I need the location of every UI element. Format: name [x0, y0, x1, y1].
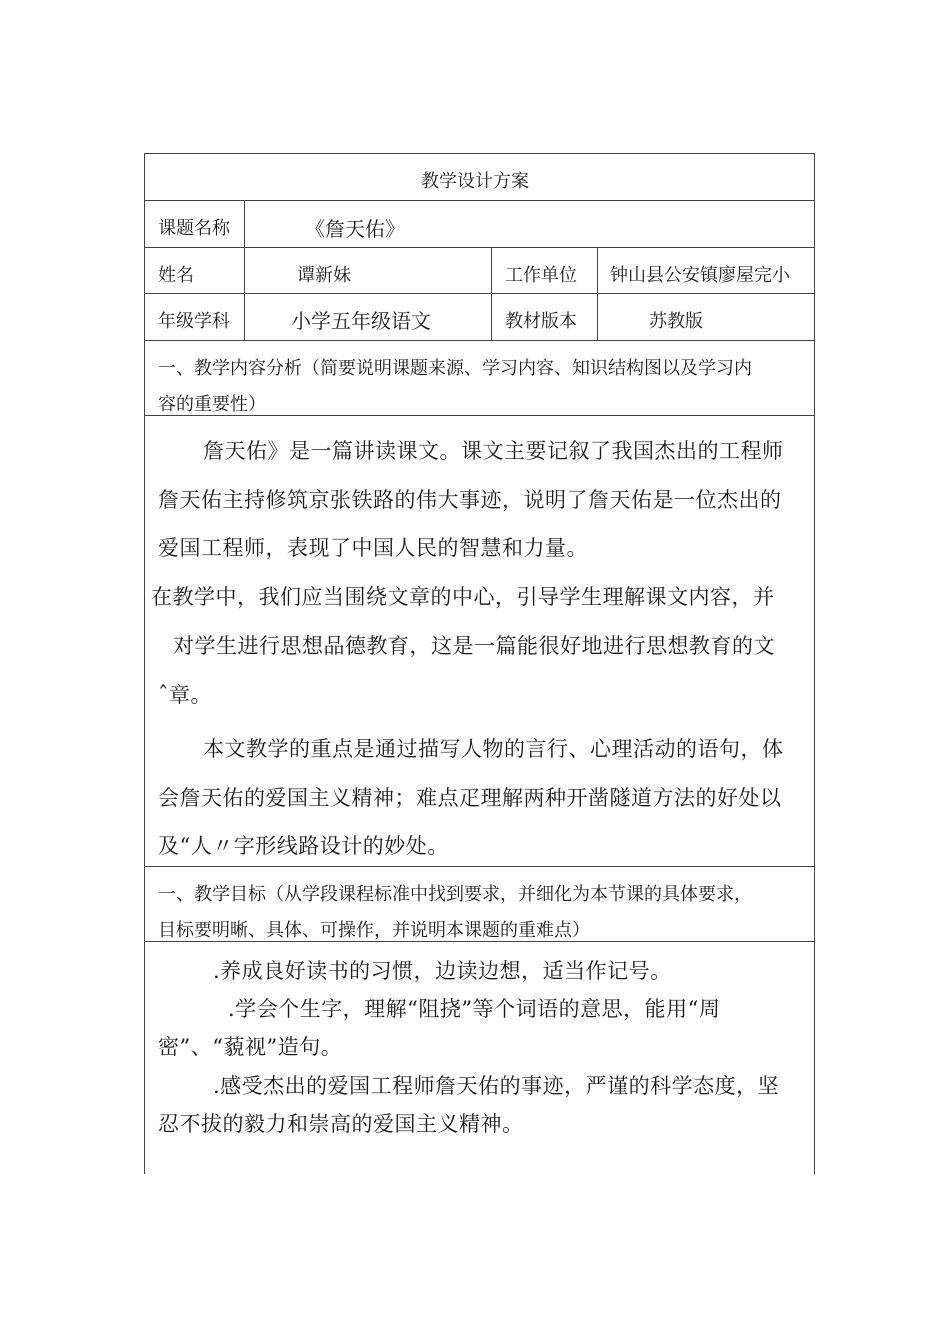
goal-item-cont: 密”、“藐视”造句。 — [158, 1035, 343, 1059]
page-title: 教学设计方案 — [421, 171, 529, 192]
section2-heading-cont: 目标要明晰、具体、可操作，并说明本课题的重难点） — [158, 920, 590, 941]
unit-label: 工作单位 — [505, 265, 577, 286]
paragraph-line: 在教学中，我们应当围绕文章的中心，引导学生理解课文内容，并 — [151, 585, 775, 609]
section1-heading-cont: 容的重要性） — [158, 394, 266, 415]
paragraph-line: ˆ章。 — [158, 683, 212, 707]
table-rule — [491, 247, 492, 340]
goal-item: .感受杰出的爱国工程师詹天佑的事迹，严谨的科学态度，坚 — [213, 1074, 780, 1098]
paragraph-line: 詹天佑》是一篇讲读课文。课文主要记叙了我国杰出的工程师 — [203, 439, 784, 463]
paragraph-line: 对学生进行思想品德教育，这是一篇能很好地进行思想教育的文 — [173, 634, 775, 658]
table-rule — [244, 200, 245, 340]
paragraph-line: 爱国工程师，表现了中国人民的智慧和力量。 — [158, 536, 588, 560]
paragraph-line: 詹天佑主持修筑京张铁路的伟大事迹，说明了詹天佑是一位杰出的 — [158, 488, 782, 512]
paragraph-line: 本文教学的重点是通过描写人物的言行、心理活动的语句，体 — [203, 737, 784, 761]
unit-value: 钟山县公安镇廖屋完小 — [610, 265, 790, 286]
edition-value: 苏教版 — [649, 311, 703, 332]
goal-item: .学会个生字，理解“阻挠”等个词语的意思，能用“周 — [228, 997, 721, 1021]
table-rule — [144, 866, 814, 867]
topic-label: 课题名称 — [158, 218, 230, 239]
table-rule — [144, 340, 814, 341]
topic-value: 《詹天佑》 — [305, 217, 405, 241]
section1-heading: 一、教学内容分析（简要说明课题来源、学习内容、知识结构图以及学习内 — [158, 358, 752, 379]
section2-heading: 一、教学目标（从学段课程标准中找到要求，并细化为本节课的具体要求， — [158, 884, 752, 905]
name-label: 姓名 — [158, 265, 194, 286]
goal-item: .养成良好读书的习惯，边读边想，适当作记号。 — [213, 959, 672, 983]
edition-label: 教材版本 — [505, 311, 577, 332]
paragraph-line: 会詹天佑的爱国主义精神；难点疋理解两种开凿隧道方法的好处以 — [158, 786, 782, 810]
goal-item-cont: 忍不拔的毅力和崇高的爱国主义精神。 — [158, 1112, 524, 1136]
table-rule — [597, 247, 598, 340]
name-value: 谭新妹 — [297, 265, 351, 286]
grade-value: 小学五年级语文 — [291, 309, 431, 333]
grade-label: 年级学科 — [158, 311, 230, 332]
paragraph-line: 及“人〃字形线路设计的妙处。 — [158, 834, 449, 858]
